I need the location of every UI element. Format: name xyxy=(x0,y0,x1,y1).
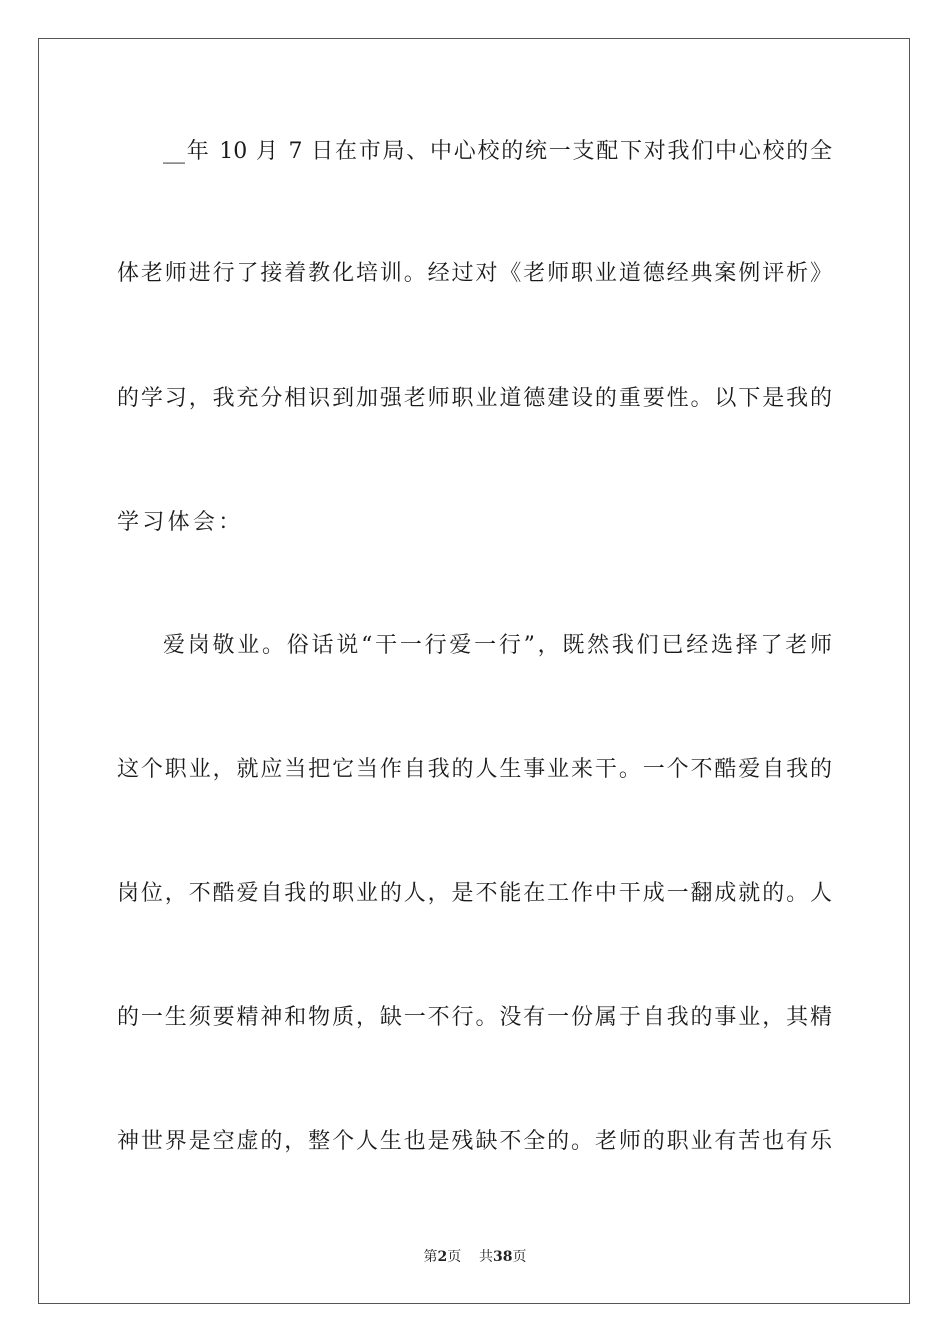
paragraph-1-line-3: 的学习，我充分相识到加强老师职业道德建设的重要性。以下是我的 xyxy=(117,386,832,411)
page-footer xyxy=(0,1247,950,1267)
footer-total-prefix: 共 xyxy=(479,1249,494,1265)
paragraph-1-line-1: __年 10 月 7 日在市局、中心校的统一支配下对我们中心校的全 xyxy=(163,139,832,164)
paragraph-2-line-5: 神世界是空虚的，整个人生也是残缺不全的。老师的职业有苦也有乐 xyxy=(117,1129,832,1154)
footer-total-pages: 38 xyxy=(493,1249,513,1265)
paragraph-2-line-2: 这个职业，就应当把它当作自我的人生事业来干。一个不酷爱自我的 xyxy=(117,757,832,782)
paragraph-2-line-1: 爱岗敬业。俗话说“干一行爱一行”，既然我们已经选择了老师 xyxy=(163,633,832,658)
paragraph-1-line-2: 体老师进行了接着教化培训。经过对《老师职业道德经典案例评析》 xyxy=(117,261,832,286)
footer-page-prefix: 第 xyxy=(423,1249,438,1265)
paragraph-2-line-4: 的一生须要精神和物质，缺一不行。没有一份属于自我的事业，其精 xyxy=(117,1005,832,1030)
footer-page-suffix: 页 xyxy=(447,1249,462,1265)
paragraph-1-line-4: 学习体会： xyxy=(117,510,244,535)
paragraph-2-line-3: 岗位，不酷爱自我的职业的人，是不能在工作中干成一翻成就的。人 xyxy=(117,881,832,906)
page-border xyxy=(38,38,910,1304)
footer-total-suffix: 页 xyxy=(512,1249,527,1265)
footer-page-number: 2 xyxy=(437,1249,448,1265)
